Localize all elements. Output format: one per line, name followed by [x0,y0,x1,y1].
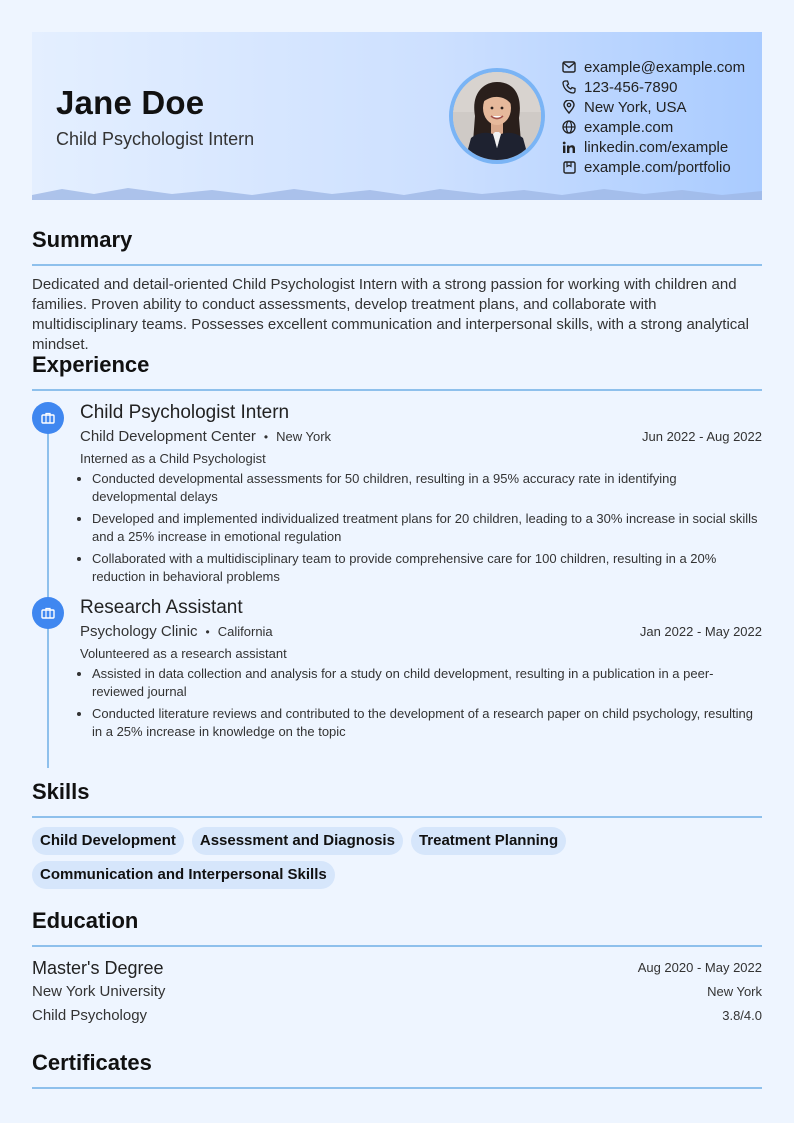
education-row-degree [32,956,762,980]
field-of-study: Child Psychology [32,1007,148,1024]
briefcase-icon [32,402,64,434]
job-dates: Jan 2022 - May 2022 [639,624,762,639]
job-bullet: • Assisted in data collection and analysis for a study on child development, resulting in a publication in a peer-reviewed journal [92,665,762,701]
skill-chip: Treatment Planning [411,827,566,855]
contact-phone[interactable] [562,77,762,97]
education-entry [32,956,762,1028]
education-dates: Aug 2020 - May 2022 [637,960,762,975]
job-organization: Psychology Clinic [80,623,198,640]
job-bullets [80,470,762,586]
section-divider [32,945,762,947]
summary-section [32,224,762,355]
school-location: New York [707,984,762,999]
job-dates: Jun 2022 - Aug 2022 [642,429,762,444]
education-section [32,905,762,1028]
job-title: Child Psychologist Intern [80,402,290,423]
header-wave-decoration [32,186,762,200]
summary-text: Dedicated and detail-oriented Child Psychologist Intern with a strong passion for working with children and families. Proven ability to conduct assessments, develop treatment plans, and collaborate with multidisciplinary teams. Possesses excellent communication and interpersonal skills, with a strong analytical mindset. [32,276,749,353]
section-divider [32,816,762,818]
candidate-name: Jane Doe [56,84,205,121]
job-location: California [217,624,273,639]
certificates-heading: Certificates [32,1050,152,1075]
job-bullets [80,665,762,741]
section-divider [32,264,762,266]
job-organization: Child Development Center [80,428,256,445]
portfolio-icon [562,160,576,174]
resume-page [32,32,762,1075]
experience-timeline [32,400,762,741]
job-location: New York [276,429,332,444]
skills-section [32,776,762,889]
job-bullet: • Collaborated with a multidisciplinary team to provide comprehensive care for 100 children, resulting in a 20% reduction in behavioral problems [92,550,762,586]
job-summary: Interned as a Child Psychologist [80,451,266,466]
resume-header [32,32,762,200]
linkedin-icon [562,140,576,154]
bullet-separator: • [263,430,269,444]
job-bullet: • Conducted developmental assessments for 50 children, resulting in a 95% accuracy rate in identifying developmental delays [92,470,762,506]
candidate-title: Child Psychologist Intern [56,129,255,149]
avatar-ring [449,68,545,164]
experience-heading: Experience [32,352,150,377]
contact-linkedin[interactable] [562,137,762,157]
contact-location [562,97,762,117]
job-org-line [80,621,762,643]
contact-website[interactable] [562,117,762,137]
contact-portfolio-text: example.com/portfolio [584,158,731,176]
certificates-section [32,1047,762,1089]
job-summary: Volunteered as a research assistant [80,646,287,661]
skills-heading: Skills [32,779,90,804]
briefcase-icon [32,597,64,629]
education-row-field [32,1004,762,1028]
school-name: New York University [32,983,166,1000]
contact-list [562,57,762,177]
contact-email-text: example@example.com [584,58,746,76]
skill-chip: Child Development [32,827,184,855]
gpa: 3.8/4.0 [722,1008,762,1023]
summary-heading: Summary [32,227,133,252]
globe-icon [562,120,576,134]
education-row-school [32,980,762,1004]
section-divider [32,389,762,391]
skills-list [32,827,592,889]
job-org-line [80,426,762,448]
job-title: Research Assistant [80,597,243,618]
skill-chip: Communication and Interpersonal Skills [32,861,335,889]
degree: Master's Degree [32,958,164,978]
experience-section [32,349,762,745]
section-divider [32,1087,762,1089]
phone-icon [562,80,576,94]
job-entry [32,400,762,586]
email-icon [562,60,576,74]
avatar [453,72,541,160]
job-bullet: • Conducted literature reviews and contributed to the development of a research paper on child psychology, resulting in a 25% increase in knowledge on the topic [92,705,762,741]
skill-chip: Assessment and Diagnosis [192,827,403,855]
job-bullet: • Developed and implemented individualized treatment plans for 20 children, leading to a 30% increase in social skills and a 25% increase in emotional regulation [92,510,762,546]
contact-website-text: example.com [584,118,674,136]
contact-email[interactable] [562,57,762,77]
education-heading: Education [32,908,139,933]
contact-phone-text: 123-456-7890 [584,78,678,96]
contact-linkedin-text: linkedin.com/example [584,138,729,156]
job-entry [32,595,762,741]
bullet-separator: • [205,625,210,639]
contact-location-text: New York, USA [584,98,687,116]
contact-portfolio[interactable] [562,157,762,177]
location-icon [562,100,576,114]
